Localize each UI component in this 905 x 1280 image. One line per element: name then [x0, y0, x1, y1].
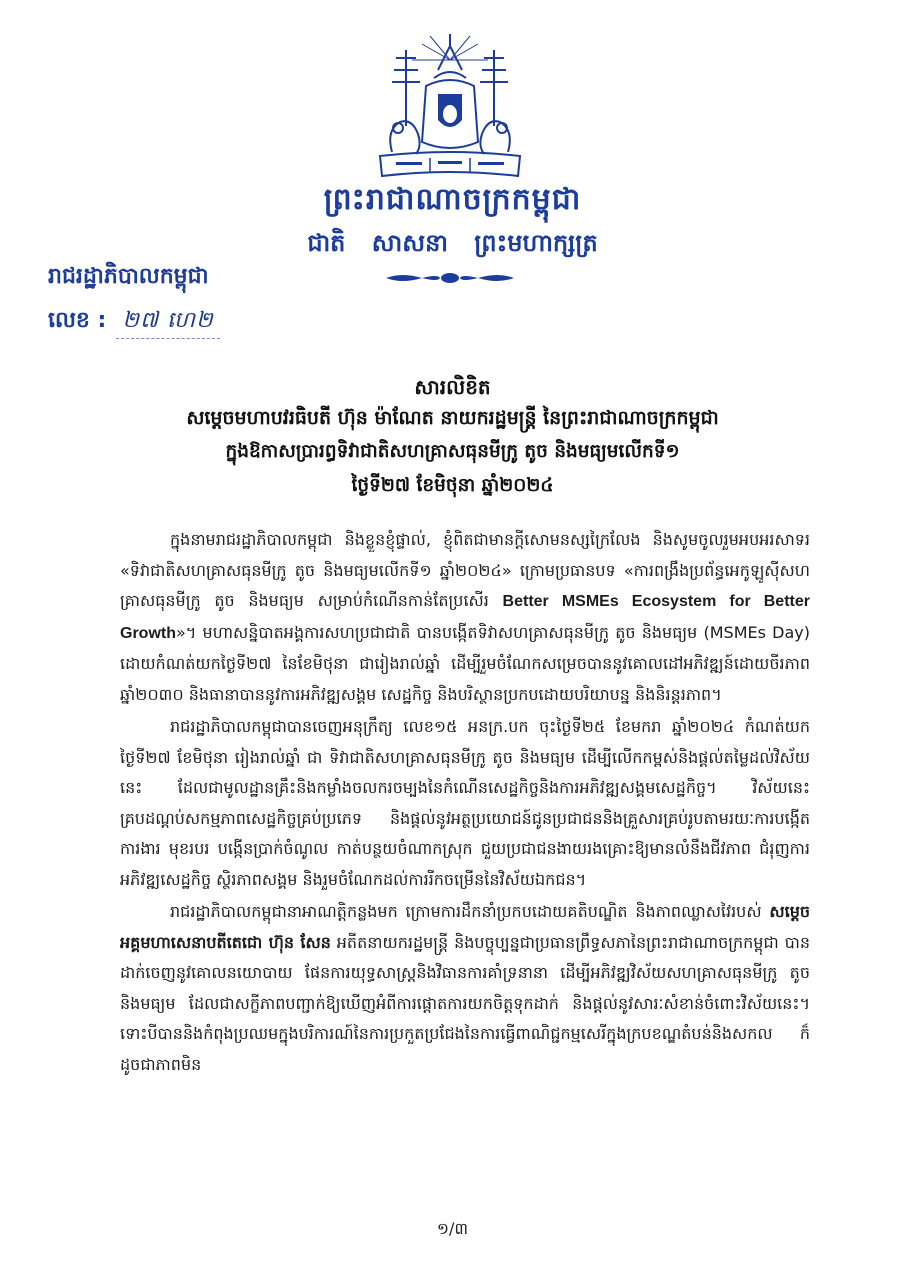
paragraph-1	[120, 525, 810, 710]
paragraph-1-english: Better MSMEs Ecosystem for Better Growth	[120, 593, 810, 642]
paragraph-1-text-a: ក្នុងនាមរាជរដ្ឋាភិបាលកម្ពុជា និងខ្លួនខ្ញុំផ្ទាល់, ខ្ញុំពិតជាមានក្តីសោមនស្សក្រៃលែង និងសូមចូលរួមអបអរសាទរ «ទិវាជាតិសហគ្រាសធុនមីក្រូ តូច និងមធ្យមលើកទី១ ឆ្នាំ២០២៤» ក្រោមប្រធានបទ «ការពង្រឹងប្រព័ន្ធអេកូឡូស៊ីសហគ្រាសធុនមីក្រូ តូច និងមធ្យម សម្រាប់កំណើនកាន់តែប្រសើរ	[120, 530, 810, 610]
reference-value: ២៧ ហេ២	[116, 306, 219, 339]
paragraph-3-text-b: អតីតនាយករដ្ឋមន្ត្រី និងបច្ចុប្បន្នជាប្រធានព្រឹទ្ធសភានៃព្រះរាជាណាចក្រកម្ពុជា បានដាក់ចេញនូវគោលនយោបាយ ផែនការយុទ្ធសាស្ត្រនិងវិធានការគាំទ្រនានា ដើម្បីអភិវឌ្ឍវិស័យសហគ្រាសធុនមីក្រូ តូច និងមធ្យម ដែលជាសក្ខីភាពបញ្ជាក់ឱ្យឃើញអំពីការផ្តោតការយកចិត្តទុកដាក់ និងផ្តល់នូវសារៈសំខាន់ចំពោះវិស័យនេះ។ ទោះបីបាននិងកំពុងប្រឈមក្នុងបរិការណ៍នៃការប្រកួតប្រជែងនៃការធ្វើពាណិជ្ជកម្មសេរីក្នុងក្របខណ្ឌតំបន់និងសកល ក៏ដូចជាភាពមិន	[120, 932, 810, 1074]
title-line-2: ក្នុងឱកាសប្រារព្ធទិវាជាតិសហគ្រាសធុនមីក្រូ តូច និងមធ្យមលើកទី១	[225, 441, 680, 462]
royal-coat-of-arms-icon	[372, 30, 528, 180]
reference-label: លេខ :	[48, 308, 107, 333]
divider-ornament-icon	[382, 270, 518, 286]
document-type: សារលិខិត	[414, 375, 491, 399]
paragraph-1-text-b: »។ មហាសន្និបាតអង្គការសហប្រជាជាតិ បានបង្កើតទិវាសហគ្រាសធុនមីក្រូ តូច និងមធ្យម (MSMEs Day) ដោយកំណត់យកថ្ងៃទី២៧ នៃខែមិថុនា ជារៀងរាល់ឆ្នាំ ដើម្បីរួមចំណែកសម្រេចបាននូវគោលដៅអភិវឌ្ឍន៍ដោយចីរភាពឆ្នាំ២០៣០ និងធានាបាននូវការអភិវឌ្ឍសង្គម សេដ្ឋកិច្ច និងបរិស្ថានប្រកបដោយបរិយាបន្ន និងនិរន្តរភាព។	[120, 622, 810, 704]
paragraph-3-text-a: រាជរដ្ឋាភិបាលកម្ពុជានាអាណត្តិកន្លងមក ក្រោមការដឹកនាំប្រកបដោយគតិបណ្ឌិត និងភាពឈ្លាសវៃរបស់	[170, 902, 762, 921]
title-line-1: សម្តេចមហាបវរធិបតី ហ៊ុន ម៉ាណែត នាយករដ្ឋមន្ត្រី នៃព្រះរាជាណាចក្រកម្ពុជា	[186, 407, 719, 429]
national-motto: ជាតិ សាសនា ព្រះមហាក្សត្រ	[307, 229, 598, 257]
paragraph-3-bold-name: សម្តេចអគ្គមហាសេនាបតីតេជោ ហ៊ុន សែន	[120, 902, 810, 952]
kingdom-name: ព្រះរាជាណាចក្រកម្ពុជា	[323, 182, 582, 217]
paragraph-3	[120, 897, 810, 1080]
page-number: ១/៣	[436, 1219, 469, 1238]
government-name: រាជរដ្ឋាភិបាលកម្ពុជា	[48, 264, 209, 289]
reference-number	[48, 306, 220, 339]
letter-body	[120, 525, 810, 1080]
paragraph-2: រាជរដ្ឋាភិបាលកម្ពុជាបានចេញអនុក្រឹត្យ លេខ១៥ អនក្រ.បក ចុះថ្ងៃទី២៥ ខែមករា ឆ្នាំ២០២៤ កំណត់យកថ្ងៃទី២៧ ខែមិថុនា រៀងរាល់ឆ្នាំ ជា ទិវាជាតិសហគ្រាសធុនមីក្រូ តូច និងមធ្យម ដើម្បីលើកកម្ពស់និងផ្តល់តម្លៃដល់វិស័យនេះ ដែលជាមូលដ្ឋានគ្រឹះនិងកម្លាំងចលករចម្បងនៃកំណើនសេដ្ឋកិច្ចនិងការអភិវឌ្ឍសង្គមសេដ្ឋកិច្ច។ វិស័យនេះគ្របដណ្តប់សកម្មភាពសេដ្ឋកិច្ចគ្រប់ប្រភេទ និងផ្តល់នូវអត្ថប្រយោជន៍ជូនប្រជាជននិងគ្រួសារគ្រប់រូបតាមរយៈការបង្កើតការងារ មុខរបរ បង្កើនប្រាក់ចំណូល កាត់បន្ថយចំណាកស្រុក ជួយប្រជាជនងាយរងគ្រោះឱ្យមានលំនឹងជីវភាព ជំរុញការអភិវឌ្ឍសេដ្ឋកិច្ច ស្ថិរភាពសង្គម និងរួមចំណែកដល់ការរីកចម្រើននៃវិស័យឯកជន។	[120, 717, 810, 889]
title-date: ថ្ងៃទី២៧ ខែមិថុនា ឆ្នាំ២០២៤	[351, 475, 554, 496]
